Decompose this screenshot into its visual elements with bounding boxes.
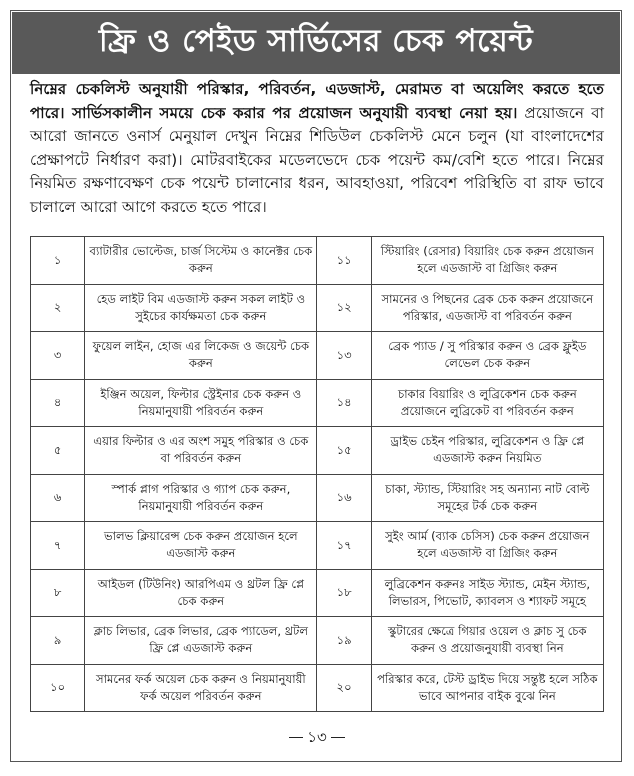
item-number: ৭ <box>31 522 85 570</box>
table-row <box>31 664 604 712</box>
item-description: স্টিয়ারিং (রেসার) বিয়ারিং চেক করুন প্রয়োজন হলে এডজাস্ট বা গ্রিজিং করুন <box>371 237 603 285</box>
item-number: ২ <box>31 284 85 332</box>
page-title-banner <box>12 12 620 74</box>
table-row <box>31 284 604 332</box>
item-description: হেড লাইট বিম এডজাস্ট করুন সকল লাইট ও সুইচের কার্যক্ষমতা চেক করুন <box>85 284 317 332</box>
item-number: ১৭ <box>317 522 371 570</box>
item-description: ব্রেক প্যাড / সু পরিস্কার করুন ও ব্রেক ফ্লুইড লেভেল চেক করুন <box>371 332 603 380</box>
item-number: ১৮ <box>317 569 371 617</box>
intro-paragraph <box>30 78 604 220</box>
item-description: স্কুটারের ক্ষেত্রে গিয়ার ওয়েল ও ক্লাচ সু চেক করুন ও প্রয়োজনুযায়ী ব্যবস্থা নিন <box>371 617 603 665</box>
item-description: ভালভ ক্লিয়ারেন্স চেক করুন প্রয়োজন হলে এডজাস্ট করুন <box>85 522 317 570</box>
checkpoint-table <box>30 236 604 712</box>
table-row <box>31 237 604 285</box>
item-number: ১১ <box>317 237 371 285</box>
item-description: ব্যাটারীর ভোল্টেজ, চার্জ সিস্টেম ও কানেক্টর চেক করুন <box>85 237 317 285</box>
item-number: ৬ <box>31 474 85 522</box>
table-row <box>31 379 604 427</box>
page-number-text: ১৩ <box>307 728 327 746</box>
table-row <box>31 427 604 475</box>
item-description: আইডল (টিউনিং) আরপিএম ও থ্রটল ফ্রি প্লে চেক করুন <box>85 569 317 617</box>
item-description: ড্রাইভ চেইন পরিস্কার, লুব্রিকেশন ও ফ্রি প্লে এডজাস্ট করুন নিয়মিত <box>371 427 603 475</box>
intro-regular-text: প্রয়োজনে বা আরো জানতে ওনার্স মেনুয়াল দেখুন নিম্নের শিডিউল চেকলিস্ট মেনে চলুন (যা বাংলাদেশের প্রেক্ষাপটে নির্ধারণ করা)। মোটরবাইকের মডেলভেদে চেক পয়েন্ট কম/বেশি হতে পারে। নিম্নের নিয়মিত রক্ষণাবেক্ষণ চেক পয়েন্ট চালানোর ধরন, আবহাওয়া, পরিবেশ পরিস্থিতি বা রাফ ভাবে চালালে আরো আগে করতে হতে পারে। <box>30 103 604 216</box>
item-number: ১৪ <box>317 379 371 427</box>
item-number: ১ <box>31 237 85 285</box>
item-number: ৮ <box>31 569 85 617</box>
item-description: লুব্রিকেশন করুনঃ সাইড স্ট্যান্ড, মেইন স্ট্যান্ড, লিভারস, পিভোট, ক্যাবলস ও শ্যাফট সমূহে <box>371 569 603 617</box>
item-number: ১৫ <box>317 427 371 475</box>
table-row <box>31 522 604 570</box>
table-row <box>31 617 604 665</box>
item-number: ১৩ <box>317 332 371 380</box>
table-row <box>31 569 604 617</box>
page-number-dash-right <box>331 737 345 738</box>
item-description: সামনের ফর্ক অয়েল চেক করুন ও নিয়মানুযায়ী ফর্ক অয়েল পরিবর্তন করুন <box>85 664 317 712</box>
item-description: ক্লাচ লিভার, ব্রেক লিভার, ব্রেক প্যাডেল, থ্রটল ফ্রি প্লে এডজাস্ট করুন <box>85 617 317 665</box>
item-description: চাকার বিয়ারিং ও লুব্রিকেশন চেক করুন প্রয়োজনে লুব্রিকেট বা পরিবর্তন করুন <box>371 379 603 427</box>
page-title: ফ্রি ও পেইড সার্ভিসের চেক পয়েন্ট <box>98 23 534 59</box>
item-description: চাকা, স্ট্যান্ড, স্টিয়ারিং সহ অন্যান্য নাট বোল্ট সমূহের টর্ক চেক করুন <box>371 474 603 522</box>
item-description: সামনের ও পিছনের ব্রেক চেক করুন প্রয়োজনে পরিস্কার, এডজাস্ট বা পরিবর্তন করুন <box>371 284 603 332</box>
item-number: ১২ <box>317 284 371 332</box>
item-description: পরিস্কার করে, টেস্ট ড্রাইভ দিয়ে সন্তুষ্ট হলে সঠিক ভাবে আপনার বাইক বুঝে নিন <box>371 664 603 712</box>
intro-bold-text: নিম্নের চেকলিস্ট অনুযায়ী পরিস্কার, পরিবর্তন, এডজাস্ট, মেরামত বা অয়েলিং করতে হতে পারে। সার্ভিসকালীন সময়ে চেক করার পর প্রয়োজন অনুযায়ী ব্যবস্থা নেয়া হয়। <box>30 80 604 122</box>
table-row <box>31 332 604 380</box>
item-number: ২০ <box>317 664 371 712</box>
item-description: ইঞ্জিন অয়েল, ফিল্টার স্ট্রেইনার চেক করুন ও নিয়মানুযায়ী পরিবর্তন করুন <box>85 379 317 427</box>
item-description: এয়ার ফিল্টার ও এর অংশ সমুহ পরিস্কার ও চেক বা পরিবর্তন করুন <box>85 427 317 475</box>
item-number: ৯ <box>31 617 85 665</box>
item-number: ১৬ <box>317 474 371 522</box>
item-number: ৪ <box>31 379 85 427</box>
page-number-dash-left <box>289 737 303 738</box>
item-number: ৩ <box>31 332 85 380</box>
table-row <box>31 474 604 522</box>
item-number: ৫ <box>31 427 85 475</box>
item-number: ১৯ <box>317 617 371 665</box>
item-number: ১০ <box>31 664 85 712</box>
page-number <box>0 726 634 751</box>
item-description: ফুয়েল লাইন, হোজ এর লিকেজ ও জয়েন্ট চেক করুন <box>85 332 317 380</box>
item-description: স্পার্ক প্লাগ পরিস্কার ও গ্যাপ চেক করুন, নিয়মানুযায়ী পরিবর্তন করুন <box>85 474 317 522</box>
item-description: সুইং আর্ম (ব্যাক চেসিস) চেক করুন প্রয়োজন হলে এডজাস্ট বা গ্রিজিং করুন <box>371 522 603 570</box>
